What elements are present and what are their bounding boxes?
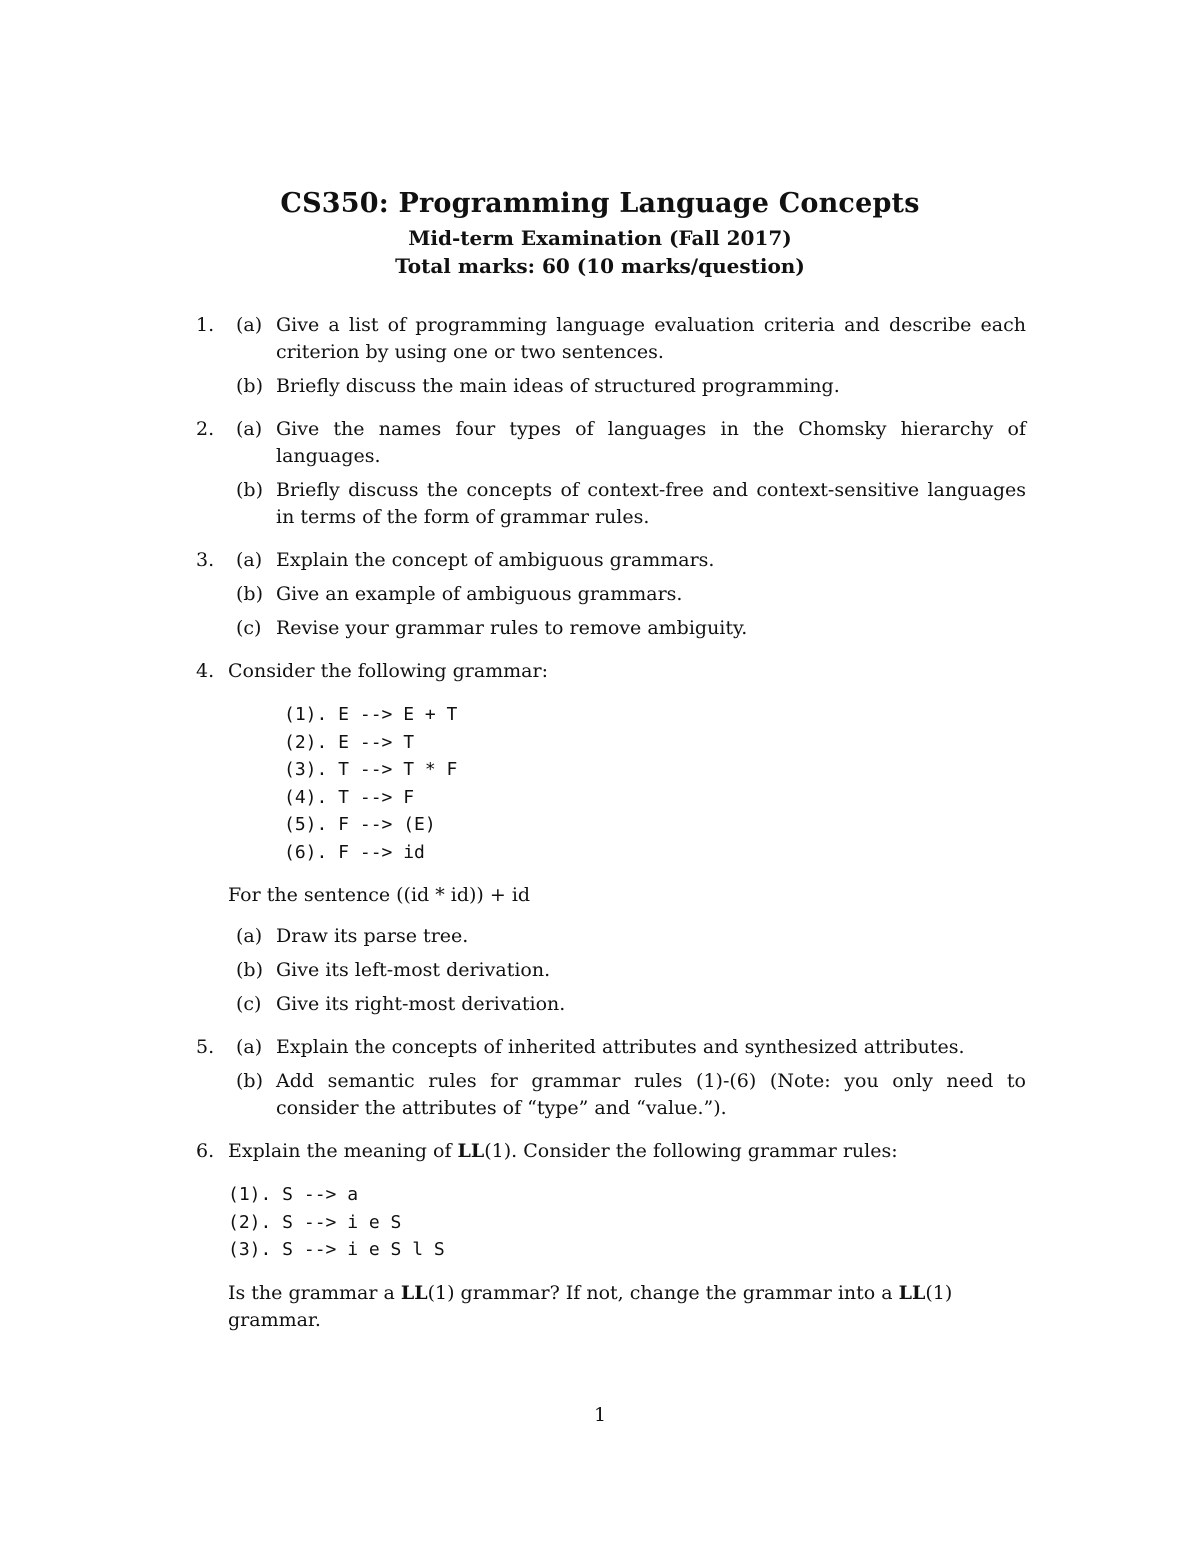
question-4-sentence: For the sentence ((id * id)) + id — [228, 884, 531, 906]
question-5-part-b — [228, 1068, 1026, 1122]
question-5 — [196, 1034, 1026, 1122]
total-marks: Total marks: 60 (10 marks/question) — [395, 254, 805, 278]
question-number: 6. — [196, 1140, 215, 1162]
grammar-rule: (3). S --> i e S l S — [228, 1239, 445, 1260]
part-text: Give its right-most derivation. — [276, 993, 566, 1015]
grammar-rule: (1). E --> E + T — [284, 704, 458, 725]
part-label: (b) — [236, 1070, 263, 1092]
prompt-text: (1) grammar? If not, change the grammar into a — [427, 1281, 899, 1304]
ll-term: LL — [400, 1281, 428, 1304]
grammar-rule: (5). F --> (E) — [284, 814, 436, 835]
ll-term: LL — [457, 1140, 485, 1162]
question-6-prompt — [228, 1280, 1026, 1334]
question-4-part-c — [228, 991, 1026, 1018]
ll-term: LL — [898, 1281, 926, 1304]
part-text: Draw its parse tree. — [276, 925, 469, 947]
question-3 — [196, 547, 1026, 642]
grammar-rules — [228, 1181, 1026, 1264]
lead-text: (1). Consider the following grammar rules: — [484, 1140, 898, 1162]
question-4-lead: Consider the following grammar: — [228, 660, 548, 682]
question-2 — [196, 416, 1026, 531]
grammar-rule: (2). S --> i e S — [228, 1211, 402, 1233]
part-label: (b) — [236, 959, 263, 981]
prompt-text: (1) grammar. — [228, 1281, 953, 1331]
question-1 — [196, 312, 1026, 400]
question-1-part-b — [228, 373, 1026, 400]
grammar-rule: (2). E --> T — [284, 731, 415, 753]
question-number: 4. — [196, 660, 215, 682]
part-text: Briefly discuss the main ideas of structured programming. — [276, 375, 840, 397]
part-text: Give its left-most derivation. — [276, 959, 551, 981]
question-number: 5. — [196, 1036, 215, 1058]
question-number: 1. — [196, 314, 215, 336]
question-3-part-c — [228, 615, 1026, 642]
question-6-lead — [228, 1138, 1026, 1165]
page-title: CS350: Programming Language Concepts — [280, 188, 920, 219]
part-text: Add semantic rules for grammar rules (1)-(6) (Note: you only need to consider the attributes of “type” and “value.”). — [276, 1070, 1026, 1119]
part-label: (a) — [236, 418, 263, 440]
part-label: (c) — [236, 993, 262, 1015]
part-label: (b) — [236, 479, 263, 501]
question-4-part-a — [228, 923, 1026, 950]
part-label: (c) — [236, 617, 262, 639]
question-number: 2. — [196, 418, 215, 440]
part-text: Revise your grammar rules to remove ambiguity. — [276, 617, 748, 639]
question-3-part-b — [228, 581, 1026, 608]
question-4 — [196, 658, 1026, 1018]
part-label: (b) — [236, 375, 263, 397]
page-number: 1 — [593, 1404, 607, 1426]
exam-subtitle: Mid-term Examination (Fall 2017) — [408, 226, 792, 250]
part-label: (a) — [236, 1036, 263, 1058]
part-label: (b) — [236, 583, 263, 605]
part-text: Give the names four types of languages in the Chomsky hierarchy of languages. — [276, 418, 1026, 467]
grammar-rule: (6). F --> id — [284, 841, 425, 863]
part-label: (a) — [236, 314, 263, 336]
question-number: 3. — [196, 549, 215, 571]
part-text: Briefly discuss the concepts of context-free and context-sensitive languages in terms of the form of grammar rules. — [276, 479, 1026, 528]
question-6 — [196, 1138, 1026, 1334]
grammar-rule: (1). S --> a — [228, 1184, 359, 1205]
grammar-rule: (3). T --> T * F — [284, 759, 458, 780]
prompt-text: Is the grammar a — [228, 1281, 401, 1304]
grammar-rules — [228, 701, 1026, 866]
question-5-part-a — [228, 1034, 1026, 1061]
question-list — [196, 312, 1026, 1350]
lead-text: Explain the meaning of — [228, 1140, 458, 1162]
part-text: Explain the concepts of inherited attributes and synthesized attributes. — [276, 1036, 965, 1058]
part-label: (a) — [236, 925, 263, 947]
part-text: Give a list of programming language evaluation criteria and describe each criterion by using one or two sentences. — [276, 314, 1026, 363]
question-1-part-a — [228, 312, 1026, 366]
question-3-part-a — [228, 547, 1026, 574]
question-2-part-b — [228, 477, 1026, 531]
grammar-rule: (4). T --> F — [284, 786, 415, 808]
part-label: (a) — [236, 549, 263, 571]
part-text: Explain the concept of ambiguous grammars. — [276, 549, 715, 571]
part-text: Give an example of ambiguous grammars. — [276, 583, 683, 605]
question-2-part-a — [228, 416, 1026, 470]
question-4-part-b — [228, 957, 1026, 984]
